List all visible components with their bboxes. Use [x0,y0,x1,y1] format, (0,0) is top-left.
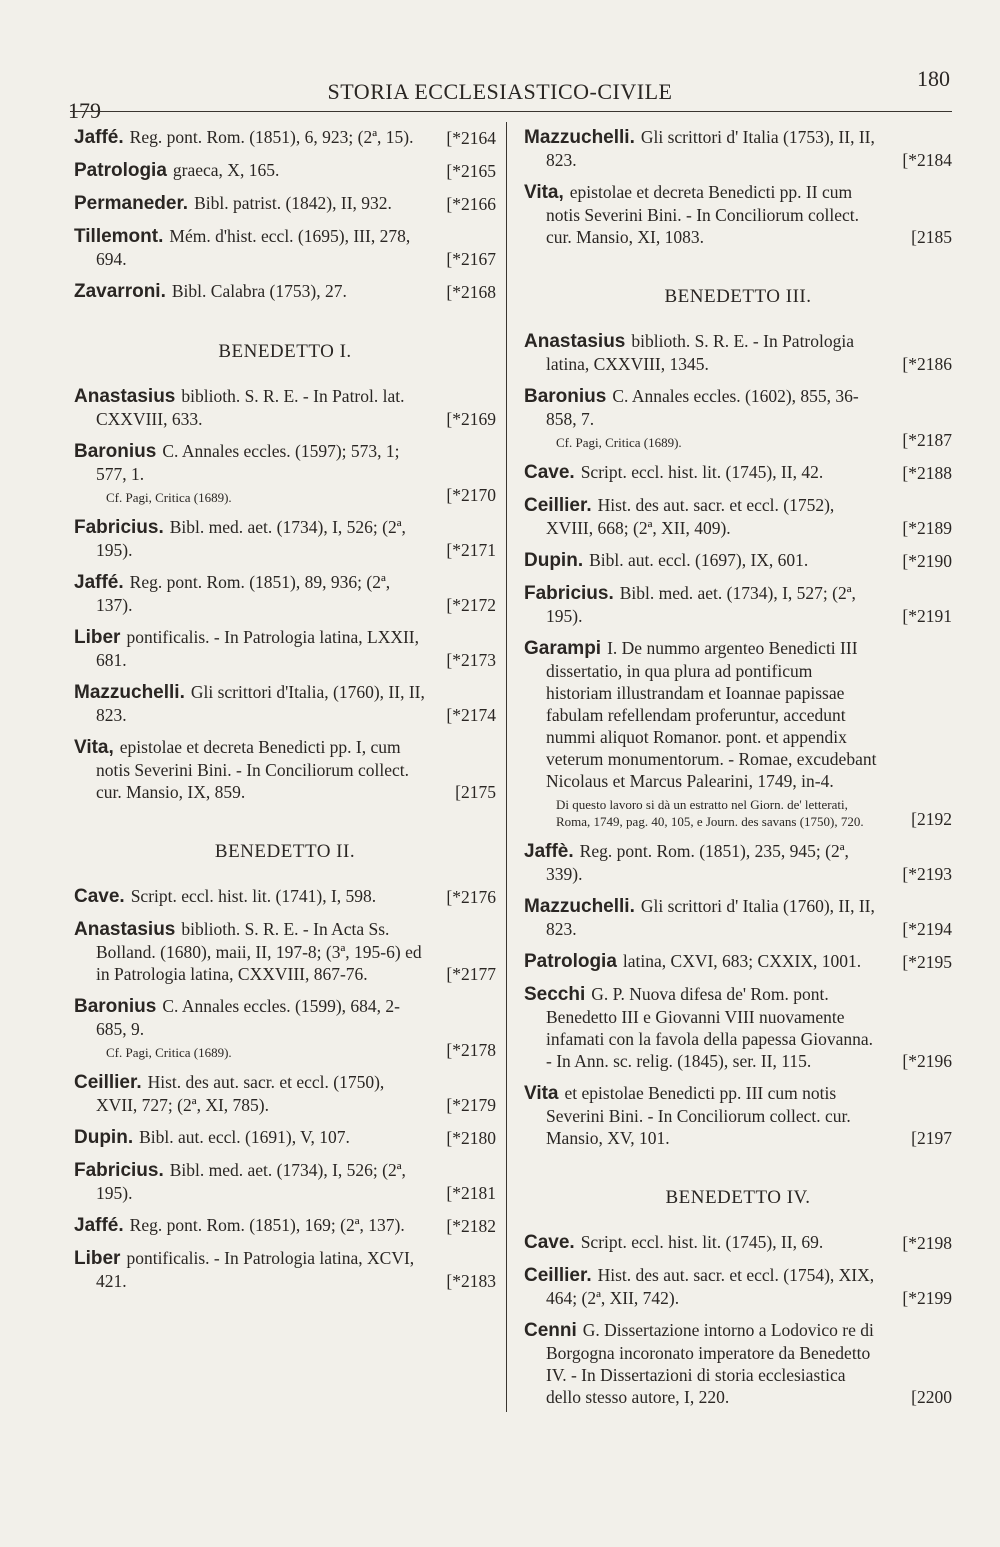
entry-number: [*2189 [902,518,952,538]
bibliography-entry [74,126,496,149]
bibliography-entry [74,1126,496,1149]
section-heading: BENEDETTO IV. [665,1187,811,1208]
entry-author: Ceillier. [524,495,592,516]
entry-text: epistolae et decreta Benedicti pp. II cum notis Severini Bini. - In Conciliorum collect. cur. Mansio, XI, 1083. [546,182,860,247]
entry-author: Liber [74,627,121,648]
running-title: STORIA ECCLESIASTICO-CIVILE [327,79,673,104]
entry-author: Permaneder. [74,193,189,214]
entry-number: [2185 [911,227,952,247]
entry-number: [*2195 [902,952,952,972]
entry-number: [2200 [911,1387,952,1407]
entry-text: Hist. des aut. sacr. et eccl. (1750), XVII, 727; (2ª, XI, 785). [96,1072,385,1115]
bibliography-entry [524,582,952,627]
bibliography-entry [74,571,496,616]
entry-text: Bibl. aut. eccl. (1691), V, 107. [139,1127,350,1147]
entry-number: [*2190 [902,551,952,571]
entry-text: latina, CXVI, 683; CXXIX, 1001. [622,951,862,971]
entry-number: [*2171 [446,540,496,560]
bibliography-entry [524,983,952,1072]
entry-author: Baronius [74,996,157,1017]
entry-number: [*2170 [446,485,496,505]
entry-text: Bibl. Calabra (1753), 27. [171,281,347,301]
entry-text: Reg. pont. Rom. (1851), 6, 923; (2ª, 15). [129,127,414,147]
bibliography-entry [524,950,952,973]
entry-author: Tillemont. [74,226,164,247]
entry-number: [*2164 [446,128,496,148]
entry-text: Gli scrittori d' Italia (1753), II, II, 823. [546,127,875,170]
entry-text: Script. eccl. hist. lit. (1745), II, 42. [580,462,824,482]
entry-note: Cf. Pagi, Critica (1689). [106,1045,232,1060]
entry-number: [*2169 [446,409,496,429]
entry-number: [*2183 [446,1271,496,1291]
bibliography-entry [524,126,952,171]
section-heading: BENEDETTO III. [664,286,812,307]
entry-text: Bibl. med. aet. (1734), I, 527; (2ª, 195). [546,583,856,626]
entry-note: Cf. Pagi, Critica (1689). [106,490,232,505]
entry-text: C. Annales eccles. (1597); 573, 1; 577, 1. [96,441,400,484]
entry-author: Liber [74,1248,121,1269]
entry-author: Secchi [524,984,586,1005]
entry-author: Garampi [524,638,602,659]
bibliography-entry [524,637,952,830]
entry-author: Cenni [524,1320,577,1341]
entry-number: [*2165 [446,161,496,181]
bibliography-entry [524,1231,952,1254]
bibliography-entry [524,330,952,375]
bibliography-entry [524,385,952,451]
entry-author: Baronius [74,441,157,462]
section-heading: BENEDETTO I. [218,341,352,362]
entry-text: Bibl. aut. eccl. (1697), IX, 601. [589,550,809,570]
entry-text: G. Dissertazione intorno a Lodovico re di Borgogna incoronato imperatore da Benedetto IV. - In Dissertazioni di storia ecclesiastica dello stesso autore, I, 220. [546,1320,874,1407]
entry-note: Cf. Pagi, Critica (1689). [556,435,682,450]
right-column [524,126,952,1418]
page-number-left: 179 [68,98,101,123]
bibliography-entry [74,1247,496,1292]
entry-author: Dupin. [74,1127,134,1148]
entry-number: [*2168 [446,282,496,302]
bibliography-entry [74,1071,496,1116]
entry-text: biblioth. S. R. E. - In Patrol. lat. CXXVIII, 633. [96,386,405,429]
entry-author: Vita, [524,182,564,203]
entry-number: [*2182 [446,1216,496,1236]
bibliography-entry [74,626,496,671]
bibliography-entry [74,440,496,506]
entry-author: Vita, [74,737,114,758]
entry-text: Hist. des aut. sacr. et eccl. (1752), XVIII, 668; (2ª, XII, 409). [546,495,835,538]
entry-number: [*2166 [446,194,496,214]
entry-text: Reg. pont. Rom. (1851), 169; (2ª, 137). [129,1215,405,1235]
entry-author: Anastasius [74,386,176,407]
entry-number: [*2191 [902,606,952,626]
entry-text: et epistolae Benedicti pp. III cum notis Severini Bini. - In Conciliorum collect. cur. Mansio, XV, 101. [546,1083,851,1148]
entry-author: Cave. [74,886,125,907]
bibliography-entry [524,1082,952,1149]
entry-number: [*2177 [446,964,496,984]
bibliography-entry [74,736,496,803]
entry-text: I. De nummo argenteo Benedicti III dissertatio, in qua plura ad pontificum historiam illustrandam et Ioannae papissae fabulam refellendam proferuntur, accedunt nummi aliquot Romanor. pont. et appendix veterum monumentorum. - Romae, excudebant Nicolaus et Marcus Palearini, 1749, in-4. [546,638,877,791]
entry-text: Mém. d'hist. eccl. (1695), III, 278, 694. [96,226,411,269]
left-column [74,126,496,1302]
entry-number: [*2172 [446,595,496,615]
entry-text: Bibl. med. aet. (1734), I, 526; (2ª, 195). [96,517,406,560]
bibliography-entry [524,461,952,484]
entry-author: Vita [524,1083,559,1104]
entry-text: Bibl. med. aet. (1734), I, 526; (2ª, 195). [96,1160,406,1203]
bibliography-entry [74,159,496,182]
bibliography-entry [74,1159,496,1204]
bibliography-entry [74,280,496,303]
bibliography-entry [74,995,496,1061]
entry-text: Bibl. patrist. (1842), II, 932. [194,193,392,213]
entry-text: Gli scrittori d'Italia, (1760), II, II, 823. [96,682,425,725]
section-heading: BENEDETTO II. [214,841,356,862]
entry-number: [*2167 [446,249,496,269]
bibliography-entry [524,840,952,885]
bibliography-entry [524,181,952,248]
bibliography-entry [74,918,496,985]
entry-text: C. Annales eccles. (1599), 684, 2-685, 9. [96,996,401,1039]
bibliography-entry [524,494,952,539]
entry-author: Anastasius [74,919,176,940]
bibliography-entry [74,192,496,215]
entry-text: biblioth. S. R. E. - In Patrologia latina, CXXVIII, 1345. [546,331,855,374]
entry-number: [*2187 [902,430,952,450]
entry-author: Baronius [524,386,607,407]
entry-number: [*2181 [446,1183,496,1203]
entry-text: graeca, X, 165. [172,160,280,180]
entry-number: [*2179 [446,1095,496,1115]
entry-text: Gli scrittori d' Italia (1760), II, II, 823. [546,896,875,939]
entry-number: [*2196 [902,1051,952,1071]
bibliography-entry [74,681,496,726]
entry-author: Patrologia [524,951,617,972]
entry-author: Patrologia [74,160,167,181]
entry-author: Zavarroni. [74,281,166,302]
entry-author: Mazzuchelli. [524,896,635,917]
bibliography-entry [74,516,496,561]
entry-note: Di questo lavoro si dà un estratto nel Giorn. de' letterati, Roma, 1749, pag. 40, 105, e Journ. des savans (1750), 720. [556,797,864,829]
entry-text: Script. eccl. hist. lit. (1745), II, 69. [580,1232,824,1252]
entry-number: [*2188 [902,463,952,483]
entry-number: [*2174 [446,705,496,725]
entry-number: [*2194 [902,919,952,939]
entry-author: Jaffé. [74,572,124,593]
entry-text: G. P. Nuova difesa de' Rom. pont. Benedetto III e Giovanni VIII nuovamente infamati con la favola della papessa Giovanna. - In Ann. sc. relig. (1845), ser. II, 115. [546,984,874,1071]
entry-number: [2192 [911,809,952,829]
entry-text: C. Annales eccles. (1602), 855, 36-858, 7. [546,386,859,429]
entry-author: Anastasius [524,331,626,352]
entry-text: pontificalis. - In Patrologia latina, LXXII, 681. [96,627,420,670]
bibliography-entry [74,225,496,270]
entry-author: Jaffé. [74,1215,124,1236]
entry-number: [*2186 [902,354,952,374]
entry-author: Jaffè. [524,841,574,862]
entry-text: pontificalis. - In Patrologia latina, XCVI, 421. [96,1248,415,1291]
page-number-right: 180 [917,66,950,91]
bibliography-entry [524,895,952,940]
column-divider [506,122,507,1412]
entry-number: [*2199 [902,1288,952,1308]
entry-number: [*2198 [902,1233,952,1253]
entry-author: Cave. [524,1232,575,1253]
entry-author: Fabricius. [524,583,614,604]
entry-number: [*2173 [446,650,496,670]
entry-text: biblioth. S. R. E. - In Acta Ss. Bolland. (1680), maii, II, 197-8; (3ª, 195-6) ed in Patrologia latina, CXXVIII, 867-76. [96,919,422,984]
entry-author: Fabricius. [74,517,164,538]
entry-author: Fabricius. [74,1160,164,1181]
bibliography-entry [524,1319,952,1408]
entry-text: Script. eccl. hist. lit. (1741), I, 598. [130,886,377,906]
entry-author: Dupin. [524,550,584,571]
entry-number: [*2193 [902,864,952,884]
entry-text: Reg. pont. Rom. (1851), 89, 936; (2ª, 137). [96,572,391,615]
entry-number: [*2180 [446,1128,496,1148]
entry-number: [*2176 [446,887,496,907]
entry-author: Mazzuchelli. [524,127,635,148]
entry-author: Ceillier. [524,1265,592,1286]
entry-text: epistolae et decreta Benedicti pp. I, cum notis Severini Bini. - In Conciliorum collect. cur. Mansio, IX, 859. [96,737,410,802]
entry-number: [2197 [911,1128,952,1148]
bibliography-entry [74,885,496,908]
entry-author: Ceillier. [74,1072,142,1093]
entry-author: Mazzuchelli. [74,682,185,703]
entry-author: Jaffé. [74,127,124,148]
entry-text: Hist. des aut. sacr. et eccl. (1754), XIX, 464; (2ª, XII, 742). [546,1265,875,1308]
entry-text: Reg. pont. Rom. (1851), 235, 945; (2ª, 339). [546,841,849,884]
entry-number: [2175 [455,782,496,802]
bibliography-entry [524,1264,952,1309]
entry-author: Cave. [524,462,575,483]
header-rule [70,111,952,112]
entry-number: [*2184 [902,150,952,170]
bibliography-entry [524,549,952,572]
entry-number: [*2178 [446,1040,496,1060]
bibliography-entry [74,1214,496,1237]
bibliography-entry [74,385,496,430]
